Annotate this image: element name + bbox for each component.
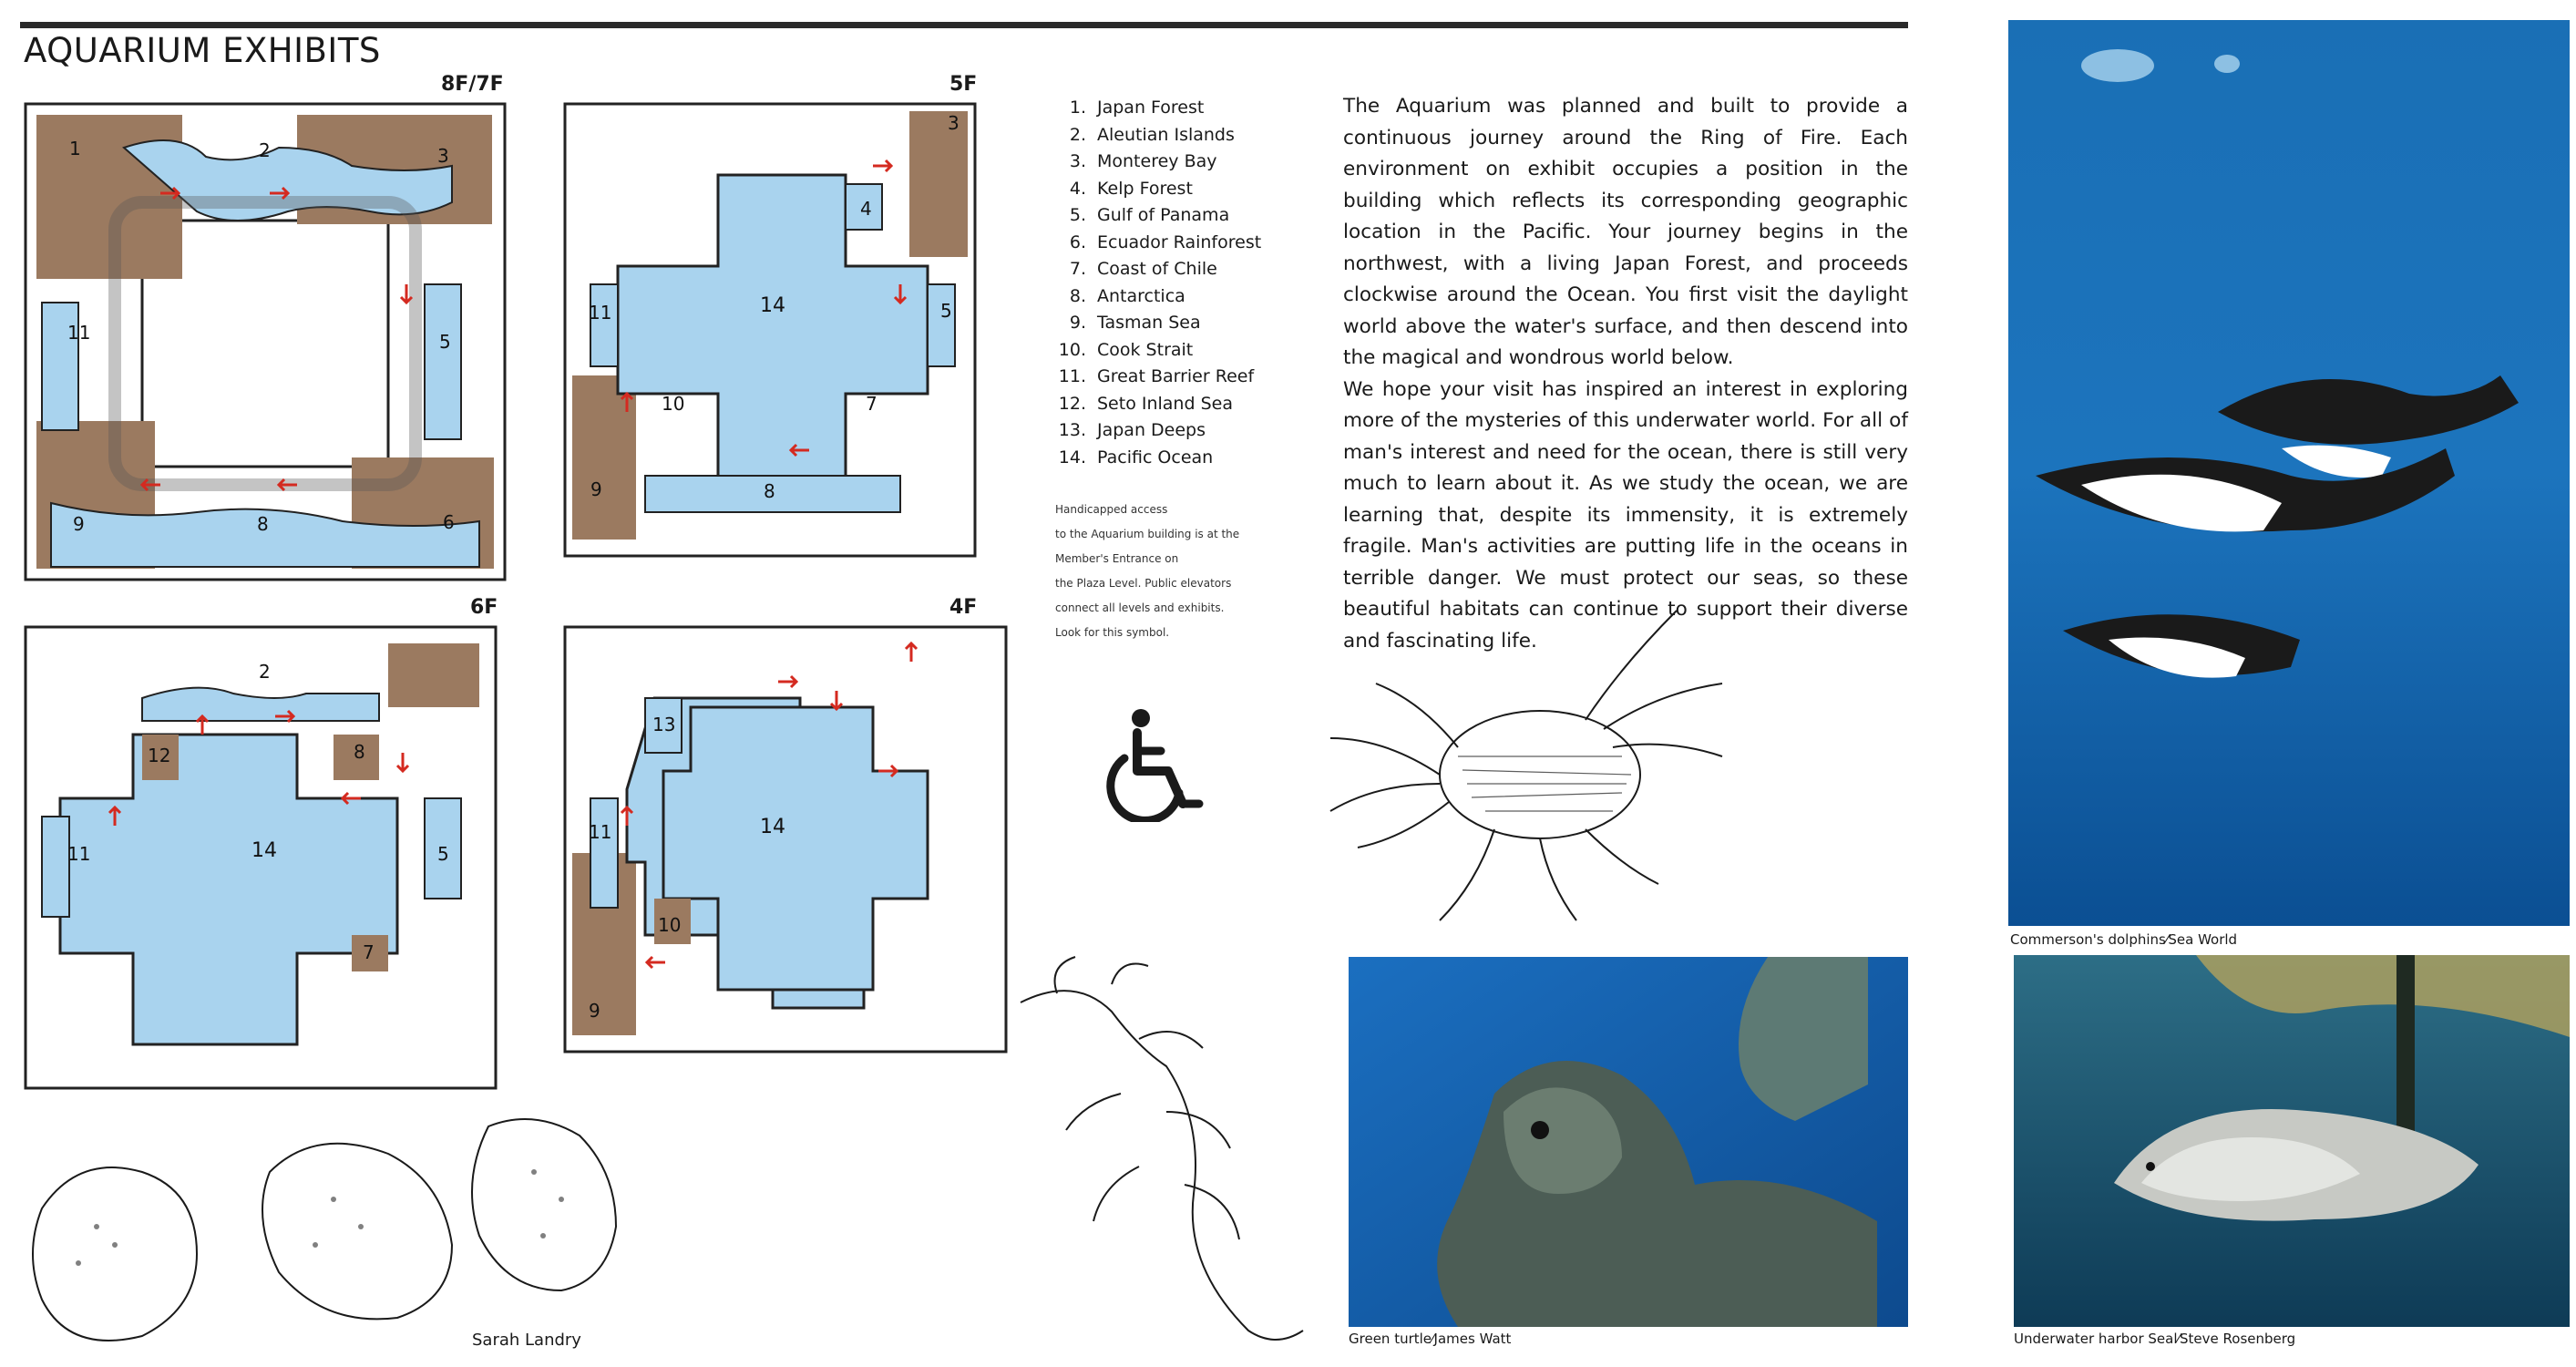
exhibit-number: 10 bbox=[658, 914, 682, 936]
legend-item: 14. Pacific Ocean bbox=[1058, 447, 1214, 468]
intro-text bbox=[1343, 91, 1908, 657]
exhibit-number: 5 bbox=[940, 300, 952, 322]
exhibit-number: 14 bbox=[760, 816, 785, 838]
exhibit-number: 7 bbox=[866, 393, 877, 415]
dolphins-photo bbox=[2008, 20, 2570, 926]
exhibit-number: 14 bbox=[760, 294, 785, 317]
seal-caption: Underwater harbor Seal⁄Steve Rosenberg bbox=[2014, 1331, 2296, 1347]
water-tank bbox=[590, 284, 618, 366]
exhibit-number: 10 bbox=[662, 393, 685, 415]
exhibit-number: 9 bbox=[589, 1000, 600, 1022]
exhibit-number: 12 bbox=[148, 745, 171, 766]
exhibit-number: 14 bbox=[251, 839, 277, 862]
floor-plan-5f bbox=[563, 102, 977, 558]
exhibit-number: 8 bbox=[764, 480, 775, 502]
exhibit-number: 2 bbox=[259, 661, 271, 683]
lionfish-illustration bbox=[1312, 592, 1786, 948]
legend-item: 12. Seto Inland Sea bbox=[1058, 393, 1233, 414]
exhibit-number: 9 bbox=[73, 513, 85, 535]
exhibit-legend bbox=[1055, 95, 1329, 471]
exhibit-number: 11 bbox=[67, 322, 91, 344]
legend-item: 3. Monterey Bay bbox=[1069, 151, 1217, 171]
intro-paragraph: We hope your visit has inspired an interest in exploring more of the mysteries of this underwater world. For all of man's interest and need for the ocean, there is still very much to learn about it. As we study the ocean, we are learning that, despite its immensity, it is extremely fragile. Man's activities are putting life in the oceans in terrible danger. We must protect our seas, so these beautiful habitats can continue to support their diverse and fascinating life. bbox=[1343, 377, 1908, 653]
accessibility-note: Handicapped access to the Aquarium building is at the Member's Entrance on the Plaza Level. Public elevators connect all levels and exhibits. Look for this symbol. bbox=[1055, 503, 1240, 639]
floor-plan-6f bbox=[24, 625, 498, 1090]
legend-item: 11. Great Barrier Reef bbox=[1058, 366, 1255, 386]
dolphins-caption: Commerson's dolphins⁄Sea World bbox=[2010, 931, 2238, 948]
exhibit-number: 1 bbox=[69, 138, 81, 159]
legend-item: 5. Gulf of Panama bbox=[1069, 205, 1230, 225]
floor-label-6f: 6F bbox=[470, 596, 498, 619]
exhibit-number: 8 bbox=[257, 513, 269, 535]
exhibit-number: 2 bbox=[259, 139, 271, 161]
page-title: AQUARIUM EXHIBITS bbox=[24, 31, 381, 70]
water-tank bbox=[928, 284, 955, 366]
legend-item: 8. Antarctica bbox=[1069, 285, 1185, 306]
wheelchair-icon bbox=[1104, 707, 1206, 822]
legend-item: 10. Cook Strait bbox=[1058, 339, 1194, 360]
exhibit-number: 7 bbox=[363, 941, 375, 963]
exhibit-number: 3 bbox=[437, 145, 449, 167]
exhibit-number: 3 bbox=[948, 112, 960, 134]
water-tank bbox=[590, 798, 618, 908]
legend-item: 7. Coast of Chile bbox=[1069, 259, 1217, 279]
legend-item: 1. Japan Forest bbox=[1069, 98, 1205, 118]
seal-photo bbox=[2014, 955, 2570, 1327]
exhibit-number: 5 bbox=[439, 331, 451, 353]
floor-plan-8f-7f bbox=[24, 102, 507, 581]
exhibit-number: 11 bbox=[67, 843, 91, 865]
exhibit-number: 6 bbox=[443, 511, 455, 533]
rock-area bbox=[388, 643, 479, 707]
water-tank bbox=[425, 284, 461, 439]
legend-item: 9. Tasman Sea bbox=[1069, 313, 1201, 333]
header-rule bbox=[20, 22, 1908, 28]
cuttlefish-illustrations bbox=[24, 1108, 625, 1354]
legend-item: 4. Kelp Forest bbox=[1069, 178, 1193, 199]
turtle-photo bbox=[1349, 957, 1908, 1327]
floor-label-5f: 5F bbox=[949, 73, 978, 96]
floor-label-8f-7f: 8F/7F bbox=[441, 73, 504, 96]
exhibit-number: 8 bbox=[354, 741, 365, 763]
seadragon-illustration bbox=[1002, 930, 1330, 1358]
exhibit-number: 11 bbox=[589, 302, 612, 324]
legend-item: 13. Japan Deeps bbox=[1058, 420, 1206, 440]
exhibit-number: 4 bbox=[860, 198, 872, 220]
legend-item: 2. Aleutian Islands bbox=[1069, 124, 1235, 145]
legend-item: 6. Ecuador Rainforest bbox=[1069, 231, 1262, 252]
intro-paragraph: The Aquarium was planned and built to provide a continuous journey around the Ring of Fire. Each environment on exhibit occupies a position in the building which reflects its corresponding geographic location in the Pacific. Your journey begins in the northwest, with a living Japan Forest, and proceeds clockwise around the Ocean. You first visit the daylight world above the water's surface, and then descend into the magical and wondrous world below. bbox=[1343, 95, 1908, 369]
exhibit-number: 11 bbox=[589, 821, 612, 843]
artist-credit: Sarah Landry bbox=[472, 1331, 581, 1350]
exhibit-number: 5 bbox=[437, 843, 449, 865]
exhibit-number: 13 bbox=[652, 714, 676, 735]
water-tank bbox=[42, 817, 69, 917]
turtle-caption: Green turtle⁄James Watt bbox=[1349, 1331, 1512, 1347]
floor-plan-4f bbox=[563, 625, 1008, 1054]
floor-label-4f: 4F bbox=[949, 596, 978, 619]
exhibit-number: 9 bbox=[590, 478, 602, 500]
